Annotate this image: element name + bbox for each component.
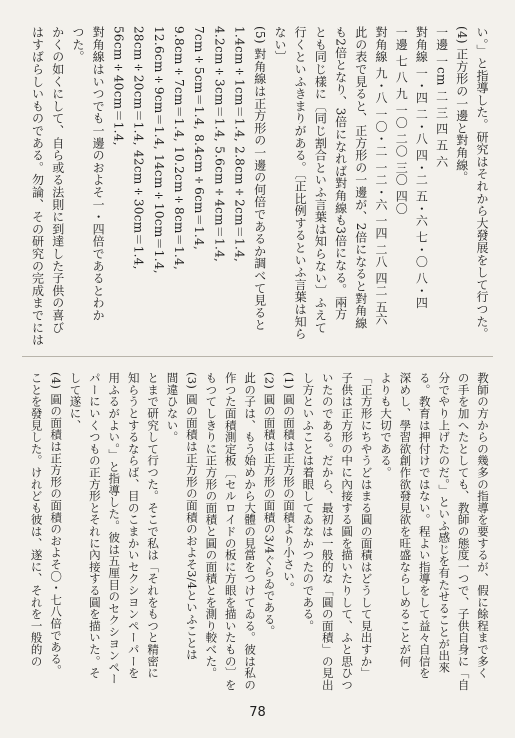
upper-text-line: つた。 bbox=[70, 26, 85, 63]
upper-text-line: はすばらしいものである。勿論、その研究の完成までには bbox=[30, 26, 45, 346]
upper-text-line: 一邊 一cm 二 三 四 五 六 bbox=[434, 26, 449, 168]
upper-text-line: 12.6cm÷9cm＝1.4, 14cm÷10cm＝1.4, bbox=[151, 26, 166, 274]
lower-text-line: 此の子は、もう始めから大體の見當をつけてゐる。彼は私の bbox=[243, 372, 258, 691]
lower-text-line: よりも大切である。 bbox=[378, 372, 393, 479]
lower-text-line: (1) 圓の面積は正方形の面積より小さい。 bbox=[281, 372, 296, 594]
lower-text-line: 「正方形にちやうどはまる圓の面積はどうして見出すか」 bbox=[359, 372, 374, 679]
page-number: 78 bbox=[249, 705, 266, 720]
upper-text-line: 9.8cm÷7cm＝1.4, 10.2cm÷8cm＝1.4, bbox=[171, 26, 186, 271]
lower-text-line: して遂に、 bbox=[68, 372, 83, 431]
lower-text-line: 深めし、學習欲創作欲發見欲を旺盛ならしめることが何 bbox=[398, 372, 413, 667]
section-divider bbox=[22, 356, 493, 357]
upper-text-block bbox=[27, 26, 492, 344]
lower-text-line: 教師の方からの幾多の指導を要するが、假に餘程まで多く bbox=[476, 372, 490, 679]
lower-text-line: いたのである。だから、最初は一般的な「圓の面積」の見出 bbox=[320, 372, 335, 691]
lower-text-line: 子供は正方形の中に內接する圓を描いたりして、ふと思ひつ bbox=[340, 372, 355, 691]
upper-text-line: 此の表で見ると、正方形の一邊が、2倍になると對角線 bbox=[353, 26, 368, 330]
upper-text-line: 行くといふきまりがある。〔正比例するといふ言葉は知ら bbox=[293, 26, 308, 340]
lower-text-line: る。教育は押付けではない。程よい指導をして益々自信を bbox=[417, 372, 432, 679]
upper-text-line: 56cm÷40cm＝1.4, bbox=[111, 26, 126, 146]
upper-text-line: かくの如くにして、自ら或る法則に到達した子供の喜び bbox=[50, 26, 65, 334]
upper-text-line: 對角線 一・四 二・八 四・二 五・六 七・〇 八・四 bbox=[414, 26, 429, 309]
upper-text-line: 28cm÷20cm＝1.4, 42cm÷30cm＝1.4, bbox=[131, 26, 146, 270]
lower-text-line: とまで研究して行つた。そこで私は「それをもつと精密に bbox=[146, 372, 161, 679]
upper-text-line: とも同じ樣に〔同じ割合といふ言葉は知らない〕ふえて bbox=[313, 26, 328, 334]
upper-text-line: も2倍となり、3倍になれば對角線も3倍になる。兩方 bbox=[333, 26, 348, 321]
upper-text-line: 1.4cm÷1cm＝1.4, 2.8cm÷2cm＝1.4, bbox=[232, 26, 247, 263]
lower-text-line: パーにいくつもの正方形とそれに內接する圓を描いた。そ bbox=[87, 372, 102, 679]
lower-text-line: 作つた面積測定板〔セルロイドの板に方眼を描いたもの〕を bbox=[223, 372, 238, 691]
lower-text-line: (4) 圓の面積は正方形の面積のおよそ〇・七八倍である。 bbox=[49, 372, 64, 677]
lower-text-line: の手を加へたとしても、教師の態度一つで、子供自身に「自 bbox=[456, 372, 471, 691]
upper-text-line: 對角線 九・八 一〇・二 一二・六 一四 二八 四二 五六 bbox=[373, 26, 388, 326]
upper-text-line: 7cm÷5cm＝1.4, 8.4cm÷6cm＝1.4, bbox=[192, 26, 207, 251]
lower-text-line: 知らうとするならば、目のこまかいセクシヨンペーパーを bbox=[126, 372, 141, 679]
upper-text-line: 一邊 七 八 九 一〇 二〇 三〇 四〇 bbox=[394, 26, 409, 215]
lower-text-line: もつてしきりに正方形の面積と圓の面積とを測り較べた。 bbox=[204, 372, 219, 679]
upper-text-line: ない〕 bbox=[272, 26, 287, 63]
upper-text-line: (4) 正方形の一邊と對角線。 bbox=[454, 26, 469, 184]
lower-text-line: 間違ひない。 bbox=[165, 372, 180, 443]
lower-text-block bbox=[26, 372, 492, 690]
upper-text-line: 4.2cm÷3cm＝1.4, 5.6cm÷4cm＝1.4, bbox=[212, 26, 227, 263]
upper-text-line: 對角線はいつでも一邊のおよそ一・四倍であるとわか bbox=[91, 26, 106, 322]
lower-text-line: ことを發見した。けれども彼は、遂に、それを一般的の bbox=[29, 372, 44, 667]
lower-text-line: 用ふるがよい。」と指導した。彼は五厘目のセクシヨンペー bbox=[107, 372, 122, 685]
lower-text-line: 分でやり上げたのだ。」といふ感じを有たせることが出來 bbox=[437, 372, 452, 674]
lower-text-line: し方といふことは着眼してゐなかつたのである。 bbox=[301, 372, 316, 632]
lower-text-line: (3) 圓の面積は正方形の面積のおよそ3/4といふことは bbox=[184, 372, 199, 661]
lower-text-line: (2) 圓の面積は正方形の面積の3/4ぐらゐである。 bbox=[262, 372, 277, 637]
upper-text-line: (5) 對角線は正方形の一邊の何倍であるか調べて見ると bbox=[252, 26, 267, 331]
upper-text-line: い。」と指導した。研究はそれから大發展をして行つた。 bbox=[475, 26, 489, 340]
